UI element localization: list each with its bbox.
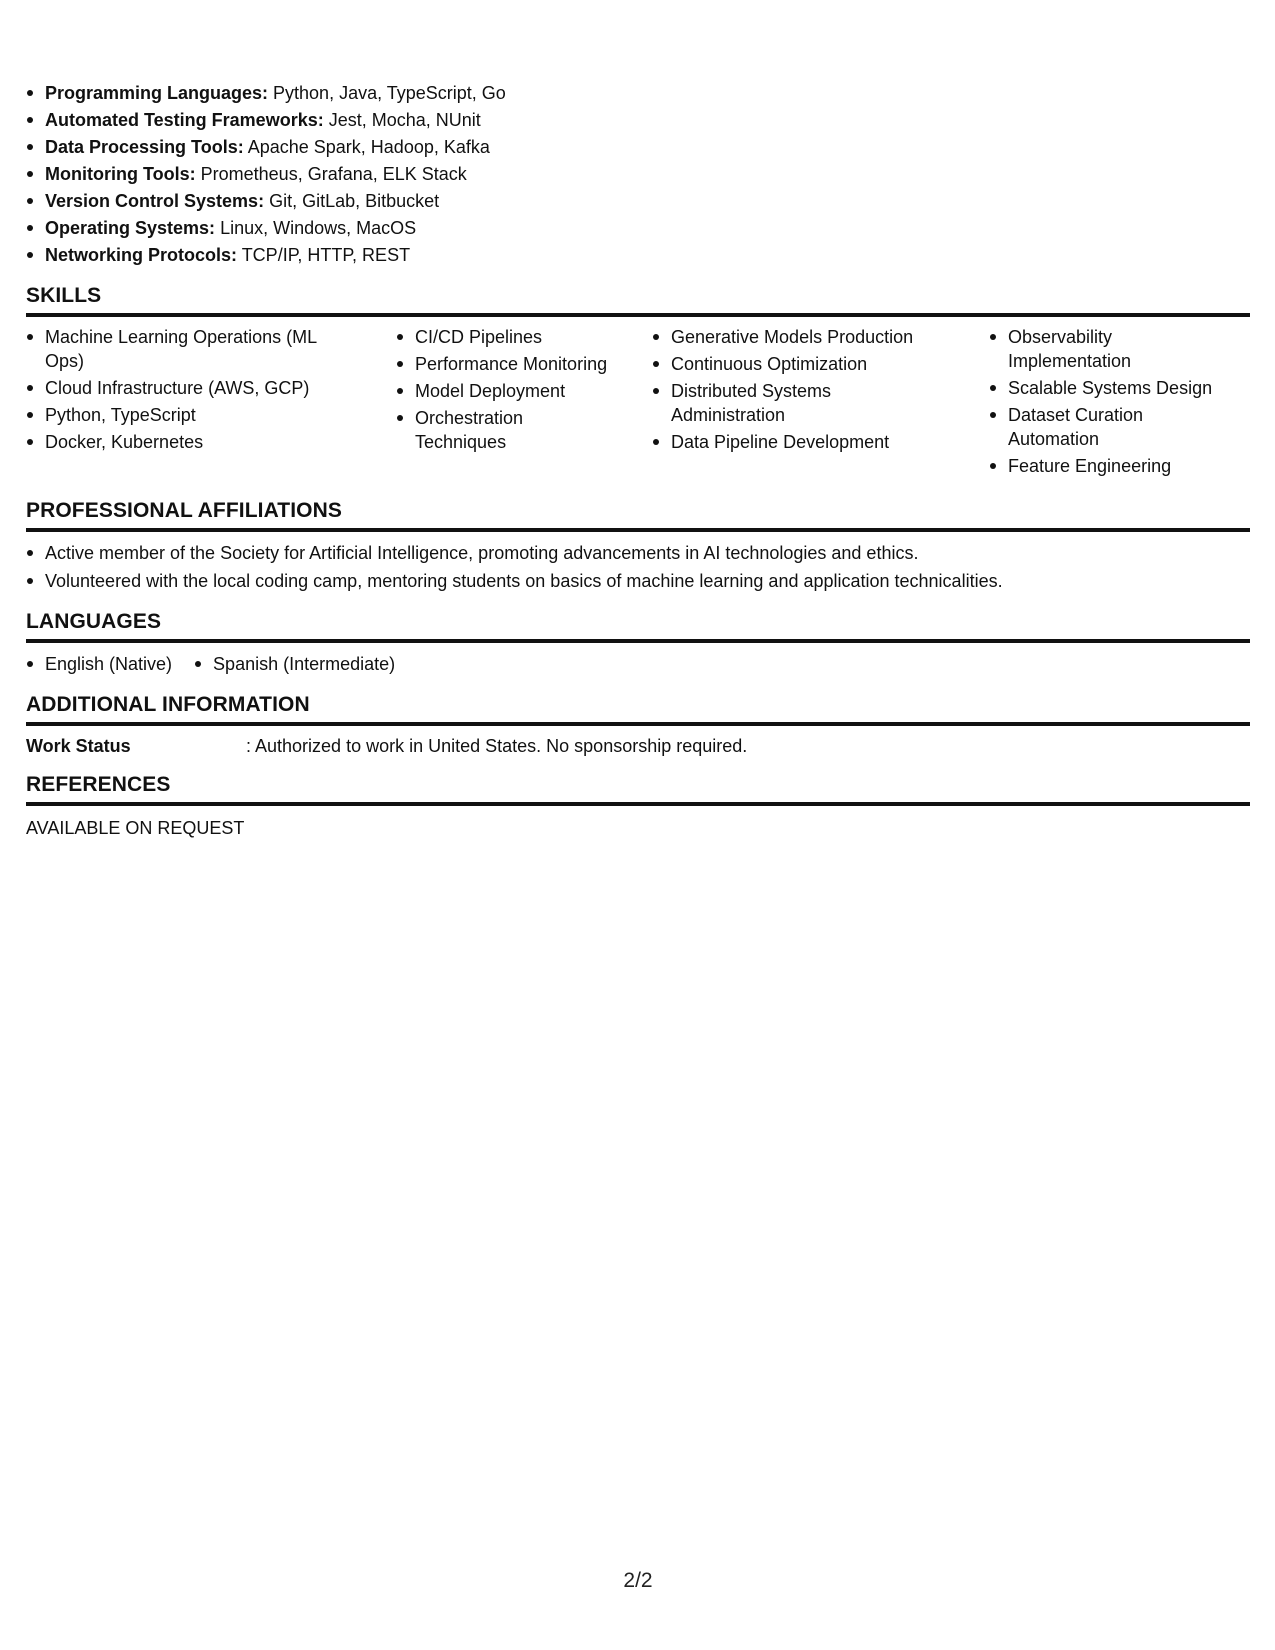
language-item: Spanish (Intermediate) [194,652,395,676]
additional-info-section [26,692,1250,758]
additional-info-heading: ADDITIONAL INFORMATION [26,693,310,716]
affiliations-list [26,541,1250,593]
skills-column-3 [652,325,942,457]
affiliation-item: Volunteered with the local coding camp, mentoring students on basics of machine learning and application technicalities. [26,569,1250,593]
technical-item-label: Automated Testing Frameworks: [45,110,324,130]
technical-item [26,243,826,270]
technical-item-label: Monitoring Tools: [45,164,196,184]
skill-item: Performance Monitoring [396,352,636,376]
skills-column-2 [396,325,636,457]
section-divider [26,528,1250,532]
skill-item: Data Pipeline Development [652,430,942,454]
technical-item-value: Prometheus, Grafana, ELK Stack [195,164,467,184]
technical-item-label: Operating Systems: [45,218,216,238]
section-divider [26,722,1250,726]
languages-heading: LANGUAGES [26,610,162,633]
technical-item [26,216,826,243]
technical-item-value: Git, GitLab, Bitbucket [264,191,440,211]
affiliations-heading: PROFESSIONAL AFFILIATIONS [26,499,342,522]
section-divider [26,313,1250,317]
technical-item-value: TCP/IP, HTTP, REST [237,245,411,265]
references-section [26,772,1250,840]
technical-item [26,162,826,189]
skill-item: Generative Models Production [652,325,942,349]
technical-item [26,189,826,216]
technical-item-value: Python, Java, TypeScript, Go [268,83,506,103]
technical-item-label: Version Control Systems: [45,191,265,211]
page-number: 2/2 [623,1569,653,1592]
technical-item-value: Jest, Mocha, NUnit [323,110,481,130]
skills-column-4 [989,325,1239,481]
skill-item: Scalable Systems Design [989,376,1239,400]
skills-heading: SKILLS [26,284,102,307]
skill-item: Model Deployment [396,379,636,403]
technical-item-label: Programming Languages: [45,83,269,103]
skill-item: Feature Engineering [989,454,1239,478]
languages-section [26,609,1250,676]
skill-item: Cloud Infrastructure (AWS, GCP) [26,376,326,400]
work-status-label: Work Status [26,736,131,756]
skill-item: Machine Learning Operations (ML Ops) [26,325,326,373]
skill-item: Orchestration Techniques [396,406,555,454]
section-divider [26,639,1250,643]
resume-page [26,0,1250,1650]
technical-item [26,108,826,135]
work-status-value: : Authorized to work in United States. No sponsorship required. [246,736,748,756]
languages-list [26,652,1250,676]
technical-item-value: Linux, Windows, MacOS [215,218,417,238]
affiliations-section [26,498,1250,597]
skill-item: Observability Implementation [989,325,1158,373]
section-divider [26,802,1250,806]
skill-item: Continuous Optimization [652,352,942,376]
skills-section [26,283,1250,475]
references-heading: REFERENCES [26,773,171,796]
technical-item-value: Apache Spark, Hadoop, Kafka [243,137,490,157]
work-status-row [26,734,1250,758]
skills-grid [26,325,1250,475]
skill-item: Docker, Kubernetes [26,430,326,454]
skill-item: Distributed Systems Administration [652,379,861,427]
skill-item: CI/CD Pipelines [396,325,636,349]
technical-item [26,81,826,108]
language-item: English (Native) [26,652,172,676]
skills-column-1 [26,325,326,457]
technical-item [26,135,826,162]
technical-item-label: Data Processing Tools: [45,137,244,157]
skill-item: Dataset Curation Automation [989,403,1168,451]
technical-item-label: Networking Protocols: [45,245,238,265]
affiliation-item: Active member of the Society for Artificial Intelligence, promoting advancements in AI technologies and ethics. [26,541,1250,565]
technical-skills-list [26,81,826,270]
references-text: AVAILABLE ON REQUEST [26,818,245,838]
skill-item: Python, TypeScript [26,403,326,427]
